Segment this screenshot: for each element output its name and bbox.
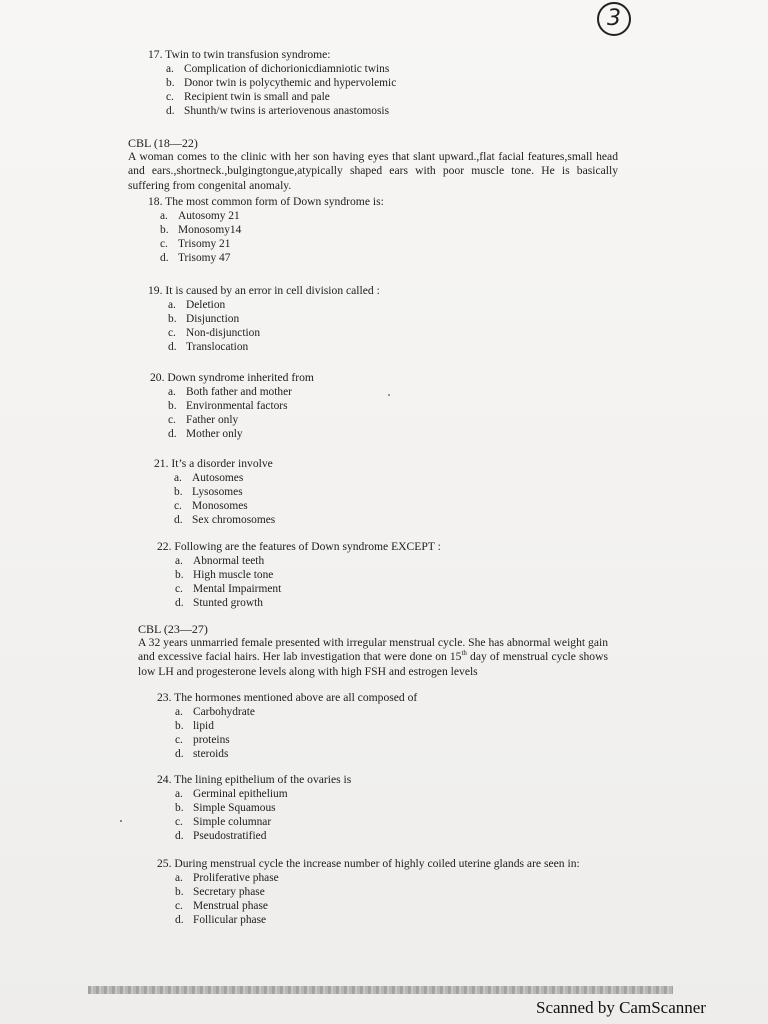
option (168, 298, 380, 312)
question-25 (157, 857, 580, 927)
option-text: Lysosomes (192, 486, 243, 498)
option-letter: a. (166, 63, 174, 75)
option (168, 340, 380, 354)
page-number-circle: 3 (597, 2, 631, 36)
option-letter: a. (174, 472, 182, 484)
option-text: lipid (193, 720, 214, 732)
option-text: Donor twin is polycythemic and hypervolemic (184, 77, 397, 89)
question-19 (148, 284, 380, 354)
option-letter: a. (175, 788, 183, 800)
option-letter: b. (175, 569, 184, 581)
paragraph-text: day of menstrual cycle shows low LH and progesterone levels along with high FSH and estrogen levels (138, 650, 608, 678)
option-letter: a. (175, 555, 183, 567)
option-text: Carbohydrate (193, 706, 255, 718)
option-list (175, 705, 417, 761)
question-24 (157, 773, 351, 843)
option-text: Autosomy 21 (178, 210, 240, 222)
option (175, 871, 580, 885)
option (175, 582, 441, 596)
option-text: Recipient twin is small and pale (184, 91, 330, 103)
question-text: 19. It is caused by an error in cell division called : (148, 284, 380, 297)
option-text: Abnormal teeth (193, 555, 265, 567)
option-text: Monosomy14 (178, 224, 242, 236)
option-text: proteins (193, 734, 230, 746)
question-text: 24. The lining epithelium of the ovaries is (157, 773, 352, 786)
option (175, 596, 441, 610)
question-text: 21. It’s a disorder involve (154, 457, 273, 470)
option-text: Follicular phase (193, 914, 267, 926)
cbl-case-paragraph: A woman comes to the clinic with her son having eyes that slant upward.,flat facial features,small head and ears.,shortneck.,bulgingtongue,atypically shaped ears with poor muscle tone. He is basically suffering from congenital anomaly. (128, 150, 618, 192)
question-17 (148, 48, 396, 118)
option-text: Mother only (186, 428, 243, 440)
option-text: Both father and mother (186, 386, 292, 398)
option (175, 719, 417, 733)
option (174, 499, 275, 513)
option (175, 801, 351, 815)
option-letter: d. (174, 514, 183, 526)
question-text: 22. Following are the features of Down syndrome EXCEPT : (157, 540, 441, 553)
option-letter: b. (175, 886, 184, 898)
cbl-title: CBL (18—22) (128, 136, 198, 150)
cbl-section-23-27 (138, 622, 608, 679)
option-letter: c. (174, 500, 182, 512)
option (160, 237, 384, 251)
option-text: Environmental factors (186, 400, 288, 412)
option-letter: b. (160, 224, 169, 236)
option (175, 568, 441, 582)
option-list (175, 871, 580, 927)
question-21 (154, 457, 275, 527)
option (175, 747, 417, 761)
option-text: Complication of dichorionicdiamniotic twins (184, 63, 390, 75)
option-text: steroids (193, 748, 229, 760)
option-text: Non-disjunction (186, 327, 261, 339)
option-text: Monosomes (192, 500, 248, 512)
option-text: Mental Impairment (193, 583, 282, 595)
option-letter: d. (166, 105, 175, 117)
option-letter: a. (160, 210, 168, 222)
option (175, 913, 580, 927)
option-text: Pseudostratified (193, 830, 267, 842)
cbl-case-paragraph (138, 636, 608, 679)
option-text: Simple columnar (193, 816, 272, 828)
option-letter: c. (160, 238, 168, 250)
option-list (168, 385, 314, 441)
option-letter: c. (175, 734, 183, 746)
option (168, 312, 380, 326)
option-list (174, 471, 275, 527)
option-text: Father only (186, 414, 239, 426)
option-text: Trisomy 47 (178, 252, 231, 264)
question-text: 25. During menstrual cycle the increase number of highly coiled uterine glands are seen in: (157, 857, 580, 870)
option-letter: b. (174, 486, 183, 498)
superscript: th (461, 649, 467, 658)
scan-speck (120, 820, 122, 822)
question-text: 23. The hormones mentioned above are all composed of (157, 691, 418, 704)
option-letter: d. (168, 341, 177, 353)
option (168, 427, 314, 441)
option-letter: b. (168, 400, 177, 412)
question-text: 17. Twin to twin transfusion syndrome: (148, 48, 331, 61)
option-text: Translocation (186, 341, 249, 353)
option-text: Proliferative phase (193, 872, 279, 884)
option-letter: c. (175, 583, 183, 595)
option-text: Simple Squamous (193, 802, 276, 814)
option-text: Secretary phase (193, 886, 265, 898)
option-letter: c. (168, 327, 176, 339)
option (168, 326, 380, 340)
option-text: Menstrual phase (193, 900, 268, 912)
option (168, 413, 314, 427)
question-23 (157, 691, 417, 761)
option-letter: b. (168, 313, 177, 325)
option (175, 733, 417, 747)
option-letter: b. (175, 720, 184, 732)
cbl-title: CBL (23—27) (138, 622, 208, 636)
scan-edge-strip (88, 986, 673, 994)
option-letter: a. (168, 299, 176, 311)
option-letter: d. (175, 597, 184, 609)
camscanner-watermark: Scanned by CamScanner (536, 998, 706, 1017)
option-letter: d. (168, 428, 177, 440)
option-letter: c. (166, 91, 174, 103)
option-text: Autosomes (192, 472, 244, 484)
paragraph-text: A 32 years unmarried female presented with irregular menstrual cycle. She has abnormal weight gain and excessive facial hairs. Her lab investigation that were done on 15 (138, 636, 608, 664)
option (160, 251, 384, 265)
option (175, 885, 580, 899)
option-letter: d. (175, 748, 184, 760)
option (168, 385, 314, 399)
option (160, 223, 384, 237)
question-text: 18. The most common form of Down syndrome is: (148, 195, 384, 208)
option (166, 104, 396, 118)
question-20 (150, 371, 314, 441)
option-letter: d. (175, 914, 184, 926)
option-letter: b. (175, 802, 184, 814)
option (168, 399, 314, 413)
option (175, 705, 417, 719)
option-text: Germinal epithelium (193, 788, 288, 800)
option (175, 899, 580, 913)
option-text: Trisomy 21 (178, 238, 231, 250)
option (166, 62, 396, 76)
option (174, 513, 275, 527)
option-letter: a. (175, 872, 183, 884)
option-text: Sex chromosomes (192, 514, 276, 526)
question-18 (148, 195, 384, 265)
option-letter: b. (166, 77, 175, 89)
option (175, 787, 351, 801)
option (174, 485, 275, 499)
option-letter: d. (175, 830, 184, 842)
question-text: 20. Down syndrome inherited from (150, 371, 314, 384)
cbl-section-18-22 (128, 136, 618, 193)
option-list (175, 787, 351, 843)
option (175, 554, 441, 568)
option-text: High muscle tone (193, 569, 274, 581)
option-letter: c. (175, 816, 183, 828)
option (175, 829, 351, 843)
option-letter: d. (160, 252, 169, 264)
option-list (166, 62, 396, 118)
option-text: Disjunction (186, 313, 240, 325)
option-text: Deletion (186, 299, 226, 311)
scan-speck (388, 394, 390, 396)
option (160, 209, 384, 223)
option-text: Shunth/w twins is arteriovenous anastomosis (184, 105, 390, 117)
option-text: Stunted growth (193, 597, 263, 609)
option-list (175, 554, 441, 610)
option-letter: c. (168, 414, 176, 426)
option-list (168, 298, 380, 354)
option-letter: a. (168, 386, 176, 398)
option-letter: a. (175, 706, 183, 718)
option (175, 815, 351, 829)
option-letter: c. (175, 900, 183, 912)
option-list (160, 209, 384, 265)
option (166, 90, 396, 104)
option (174, 471, 275, 485)
option (166, 76, 396, 90)
question-22 (157, 540, 441, 610)
